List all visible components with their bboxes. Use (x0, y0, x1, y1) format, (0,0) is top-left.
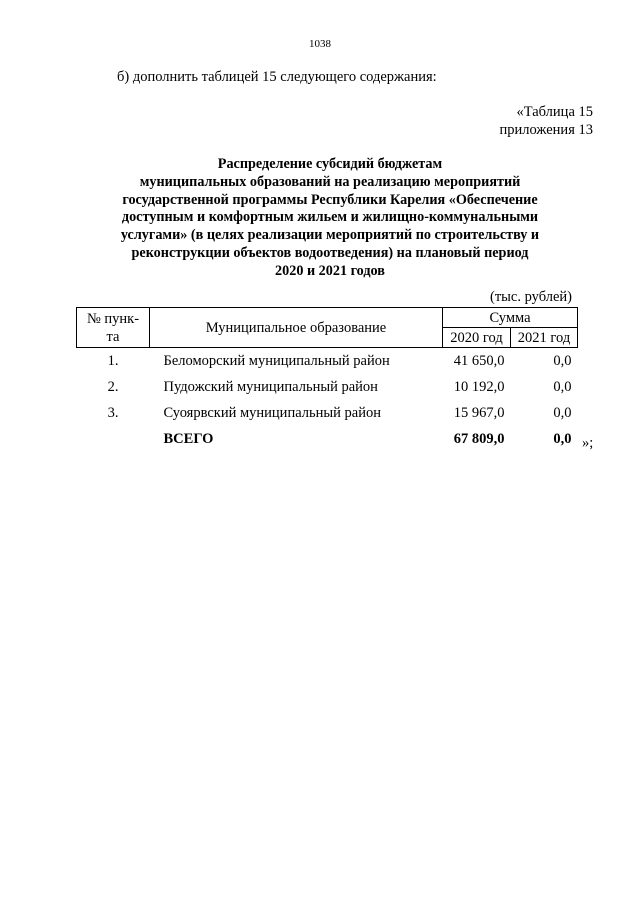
table-header-row (77, 308, 578, 328)
page-number: 1038 (309, 38, 331, 50)
heading-line: реконструкции объектов водоотведения) на плановый период (131, 244, 529, 261)
row-amount-2020: 41 650,0 (453, 353, 505, 369)
header-year-2021: 2021 год (511, 328, 578, 348)
header-municipality: Муниципальное образование (150, 308, 443, 348)
total-label: ВСЕГО (163, 431, 214, 447)
heading-line: Распределение субсидий бюджетам (217, 156, 443, 172)
total-row (77, 426, 578, 452)
total-amount-2021: 0,0 (553, 431, 572, 447)
heading-line: доступным и комфортным жильем и жилищно-коммунальными (121, 209, 539, 226)
heading-line: государственной программы Республики Карелия «Обеспечение (122, 191, 538, 208)
heading-line: муниципальных образований на реализацию мероприятий (139, 173, 521, 190)
table-heading (95, 156, 565, 281)
heading-line: услугами» (в целях реализации мероприятий по строительству и (120, 227, 540, 244)
closing-quote: »; (582, 435, 594, 451)
table-row (77, 348, 578, 375)
table-reference (500, 103, 593, 139)
row-amount-2020: 10 192,0 (453, 379, 505, 395)
row-amount-2021: 0,0 (553, 405, 572, 421)
row-municipality: Пудожский муниципальный район (163, 379, 378, 395)
row-number: 1. (107, 353, 119, 369)
intro-text: б) дополнить таблицей 15 следующего содержания: (117, 69, 437, 85)
row-amount-2021: 0,0 (553, 379, 572, 395)
row-amount-2020: 15 967,0 (453, 405, 505, 421)
row-municipality: Суоярвский муниципальный район (163, 405, 381, 421)
total-spacer (77, 426, 150, 452)
header-text: та (106, 328, 120, 345)
table-reference-line: «Таблица 15 (516, 104, 593, 120)
row-amount-2021: 0,0 (553, 353, 572, 369)
table-row (77, 400, 578, 426)
header-sum: Сумма (443, 308, 578, 328)
table-reference-line: приложения 13 (499, 122, 593, 138)
header-text: № пунк- (86, 310, 140, 327)
row-number: 2. (107, 379, 119, 395)
row-number: 3. (107, 405, 119, 421)
row-municipality: Беломорский муниципальный район (163, 353, 390, 369)
table-row (77, 374, 578, 400)
subsidy-table (76, 307, 578, 452)
header-year-2020: 2020 год (443, 328, 511, 348)
heading-line: 2020 и 2021 годов (275, 262, 385, 279)
header-item-number (77, 308, 150, 348)
total-amount-2020: 67 809,0 (453, 431, 505, 447)
units-label: (тыс. рублей) (490, 289, 572, 305)
